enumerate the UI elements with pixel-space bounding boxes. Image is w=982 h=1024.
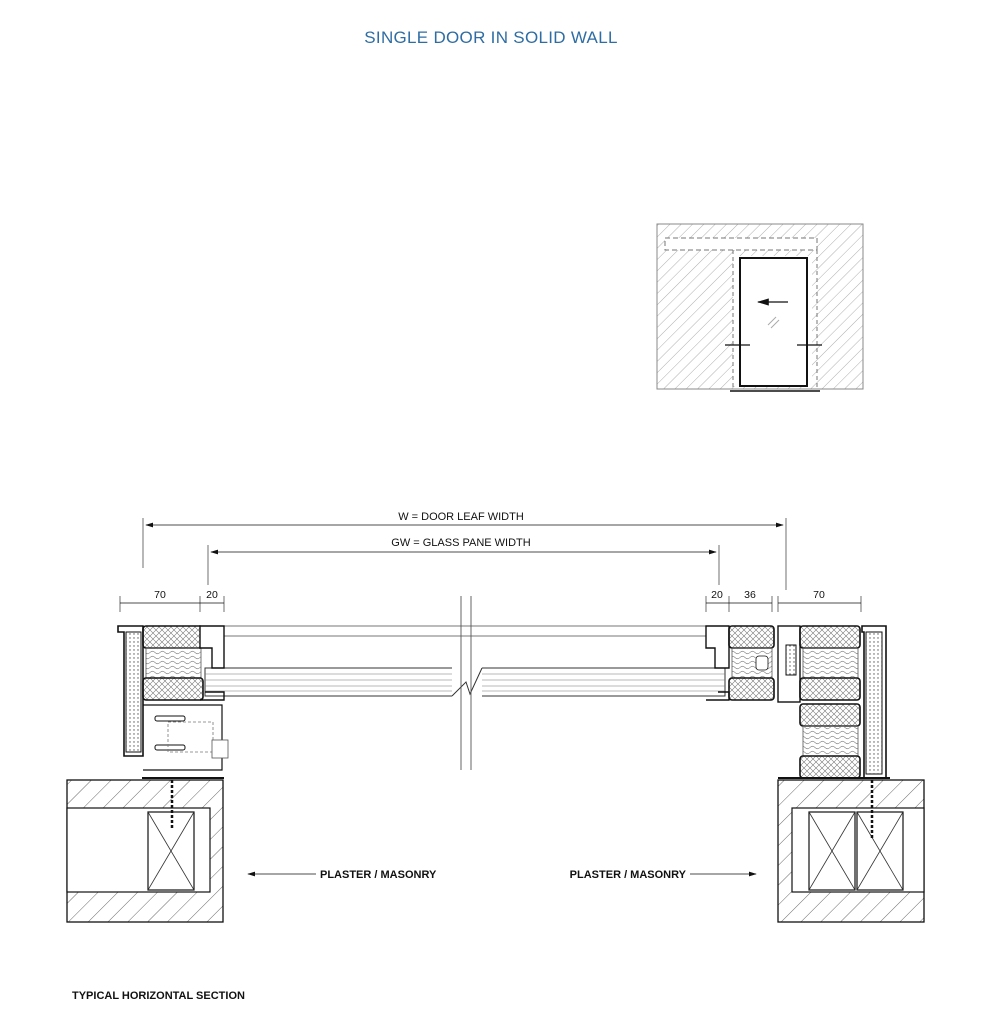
glass-pane-width-label: GW = GLASS PANE WIDTH xyxy=(391,537,531,549)
door-leaf-width-label: W = DOOR LEAF WIDTH xyxy=(398,511,524,523)
right-wall-section xyxy=(778,778,924,922)
section-caption: TYPICAL HORIZONTAL SECTION xyxy=(72,990,245,1002)
right-material-label: PLASTER / MASONRY xyxy=(569,869,686,881)
left-wall-section xyxy=(67,778,224,922)
left-frame-profile xyxy=(118,626,228,770)
dimension-glass-pane-width xyxy=(208,537,719,585)
glass-pane xyxy=(205,596,725,770)
left-frame-dim: 70 xyxy=(154,589,166,601)
left-material-label: PLASTER / MASONRY xyxy=(320,869,437,881)
right-offset-dim: 20 xyxy=(711,589,723,601)
right-frame-profile xyxy=(706,626,886,778)
right-frame-dim: 70 xyxy=(813,589,825,601)
dimension-door-leaf-width xyxy=(143,511,786,590)
left-material-callout xyxy=(248,869,437,881)
dimension-chain xyxy=(120,589,861,612)
key-plan xyxy=(657,224,863,391)
drawing-title: SINGLE DOOR IN SOLID WALL xyxy=(364,28,618,47)
left-offset-dim: 20 xyxy=(206,589,218,601)
right-gap-dim: 36 xyxy=(744,589,756,601)
right-material-callout xyxy=(570,869,756,881)
